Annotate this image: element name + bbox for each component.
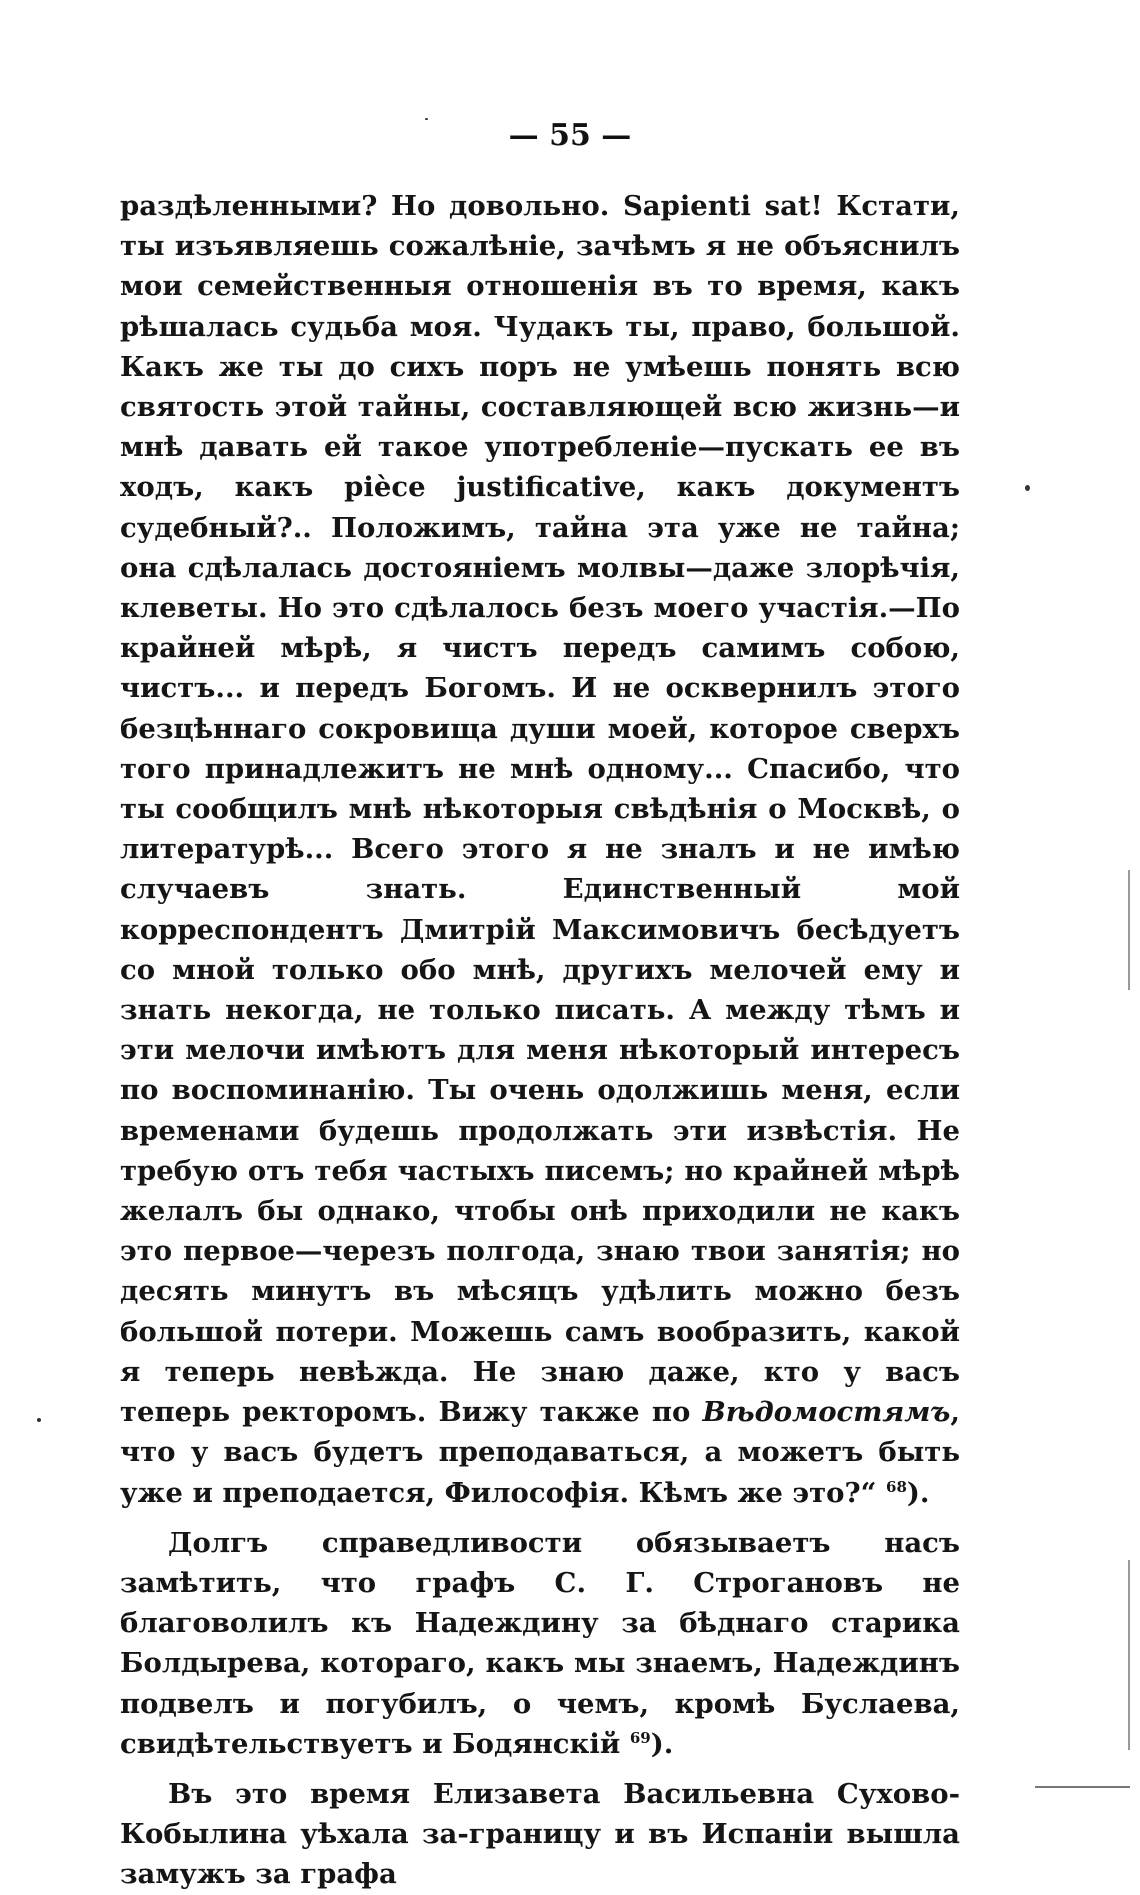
- footnote-ref-68: 68: [886, 1477, 907, 1496]
- paragraph-sukhovo-kobylina: Въ это время Елизавета Васильевна Сухово-Кобылина уѣхала за-границу и въ Испаніи вышла замужъ за графа: [120, 1777, 960, 1891]
- scan-edge-line: [1128, 1560, 1130, 1750]
- italic-title-vedomosti: Вѣдомостямъ: [702, 1396, 951, 1429]
- scan-speck: [1025, 485, 1030, 491]
- paragraph-1-part-c: ).: [906, 1476, 930, 1509]
- page-number: — 55 —: [508, 118, 632, 153]
- scan-edge-line: [1128, 870, 1130, 990]
- paragraph-1-part-b: , что у васъ будетъ преподаваться, а можетъ быть уже и преподается, Философія. Кѣмъ же это?“: [120, 1396, 960, 1509]
- paragraph-2-part-b: ).: [650, 1727, 674, 1760]
- paragraph-1-part-a: раздѣленными? Но довольно. Sapienti sat! Кстати, ты изъявляешь сожалѣніе, зачѣмъ я не объяснилъ мои семейственныя отношенія въ то время, какъ рѣшалась судьба моя. Чудакъ ты, право, большой. Какъ же ты до сихъ поръ не умѣешь понять всю святость этой тайны, составляющей всю жизнь—и мнѣ давать ей такое употребленіе—пускать ее въ ходъ, какъ pièce justificative, какъ документъ судебный?.. Положимъ, тайна эта уже не тайна; она сдѣлалась достояніемъ молвы—даже злорѣчія, клеветы. Но это сдѣлалось безъ моего участія.—По крайней мѣрѣ, я чистъ передъ самимъ собою, чистъ... и передъ Богомъ. И не осквернилъ этого безцѣннаго сокровища души моей, которое сверхъ того принадлежитъ не мнѣ одному... Спасибо, что ты сообщилъ мнѣ нѣкоторыя свѣдѣнія о Москвѣ, о литературѣ... Всего этого я не зналъ и не имѣю случаевъ знать. Единственный мой корреспондентъ Дмитрій Максимовичъ бесѣдуетъ со мной только обо мнѣ, другихъ мелочей ему и знать некогда, не только писать. А между тѣмъ и эти мелочи имѣютъ для меня нѣкоторый интересъ по воспоминанію. Ты очень одолжишь меня, если временами будешь продолжать эти извѣстія. Не требую отъ тебя частыхъ писемъ; но крайней мѣрѣ желалъ бы однако, чтобы онѣ приходили не какъ это первое—черезъ полгода, знаю твои занятія; но десять минутъ въ мѣсяцъ удѣлить можно безъ большой потери. Можешь самъ вообразить, какой я теперь невѣжда. Не знаю даже, кто у васъ теперь ректоромъ. Вижу также по: [120, 190, 960, 1429]
- footnote-ref-69: 69: [629, 1728, 651, 1747]
- paragraph-letter-quote: [120, 186, 960, 1513]
- paragraph-2-part-a: Долгъ справедливости обязываетъ насъ замѣтить, что графъ С. Г. Строгановъ не благоволилъ къ Надеждину за бѣднаго старика Болдырева, котораго, какъ мы знаемъ, Надеждинъ подвелъ и погубилъ, о чемъ, кромѣ Буслаева, свидѣтельствуетъ и Бодянскій: [120, 1526, 960, 1760]
- paragraph-stroganov: [120, 1523, 960, 1764]
- scan-speck: [425, 118, 428, 120]
- scan-edge-line: [1035, 1786, 1130, 1788]
- body-text: [120, 186, 960, 1895]
- scan-speck: [37, 1418, 41, 1422]
